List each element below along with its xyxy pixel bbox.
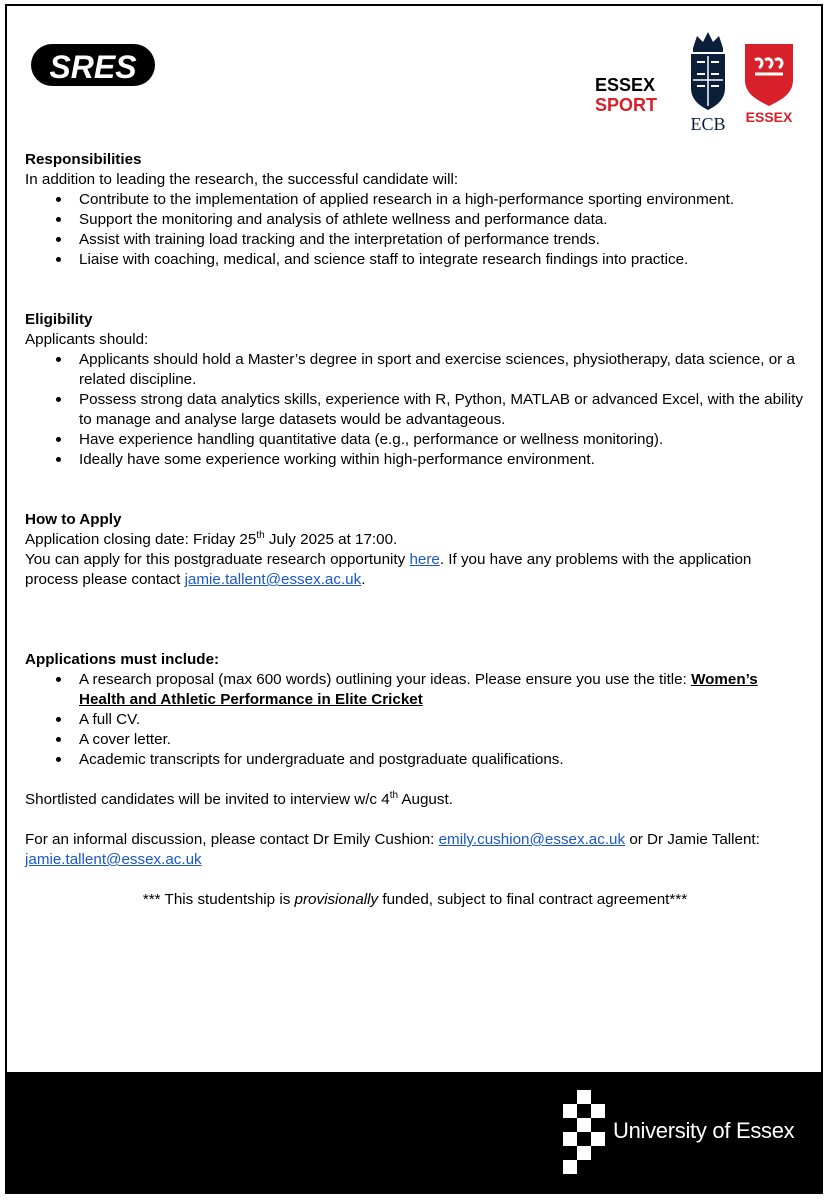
sres-logo	[29, 38, 157, 92]
list-item: Assist with training load tracking and the interpretation of performance trends.	[25, 230, 805, 250]
eligibility-heading: Eligibility	[25, 311, 93, 328]
document-body	[25, 150, 805, 910]
essex-sport-logo	[591, 74, 673, 114]
list-item: A full CV.	[25, 710, 805, 730]
responsibilities-list	[25, 190, 805, 270]
list-item: A cover letter.	[25, 730, 805, 750]
university-of-essex-logo-mark	[563, 1090, 607, 1178]
document-page	[5, 4, 823, 1194]
svg-text:ECB: ECB	[690, 114, 726, 134]
ecb-logo	[685, 30, 731, 134]
eligibility-list	[25, 350, 805, 470]
responsibilities-intro: In addition to leading the research, the successful candidate will:	[25, 171, 459, 188]
apply-here-link[interactable]: here	[409, 551, 440, 568]
jamie-email-link[interactable]: jamie.tallent@essex.ac.uk	[25, 851, 202, 868]
apply-instructions: You can apply for this postgraduate research opportunity here. If you have any problems with the application process please contact jamie.tallent@essex.ac.uk.	[25, 551, 752, 588]
list-item: Liaise with coaching, medical, and science staff to integrate research findings into practice.	[25, 250, 805, 270]
proposal-title: Women’s Health and Athletic Performance in Elite Cricket	[79, 671, 758, 708]
list-item: A research proposal (max 600 words) outlining your ideas. Please ensure you use the title: Women’s Health and Athletic Performance in Elite Cricket	[25, 670, 805, 710]
applications-list	[25, 670, 805, 770]
eligibility-intro: Applicants should:	[25, 331, 149, 348]
list-item: Possess strong data analytics skills, experience with R, Python, MATLAB or advanced Excel, with the ability to manage and analyse large datasets would be advantageous.	[25, 390, 805, 430]
closing-date: Application closing date: Friday 25th July 2025 at 17:00.	[25, 529, 398, 548]
list-item: Support the monitoring and analysis of athlete wellness and performance data.	[25, 210, 805, 230]
essex-ccc-logo	[741, 40, 797, 126]
shortlist-note: Shortlisted candidates will be invited to interview w/c 4th August.	[25, 789, 453, 808]
university-name: University of Essex	[613, 1118, 795, 1143]
svg-text:SPORT: SPORT	[595, 95, 658, 114]
list-item: Ideally have some experience working within high-performance environment.	[25, 450, 805, 470]
list-item: Have experience handling quantitative data (e.g., performance or wellness monitoring).	[25, 430, 805, 450]
responsibilities-heading: Responsibilities	[25, 151, 142, 168]
applications-heading: Applications must include:	[25, 651, 220, 668]
svg-text:SRES: SRES	[49, 49, 137, 85]
list-item: Contribute to the implementation of applied research in a high-performance sporting environment.	[25, 190, 805, 210]
svg-text:ESSEX: ESSEX	[595, 75, 656, 95]
footer-bar	[7, 1072, 821, 1192]
apply-contact-email-link[interactable]: jamie.tallent@essex.ac.uk	[184, 571, 362, 588]
list-item: Academic transcripts for undergraduate and postgraduate qualifications.	[25, 750, 805, 770]
how-to-apply-heading: How to Apply	[25, 511, 122, 528]
contact-note: For an informal discussion, please contact Dr Emily Cushion: emily.cushion@essex.ac.uk or Dr Jamie Tallent: jamie.tallent@essex.ac.uk	[25, 831, 760, 868]
funding-note: *** This studentship is provisionally funded, subject to final contract agreement***	[142, 891, 688, 908]
svg-text:ESSEX: ESSEX	[745, 109, 793, 125]
emily-email-link[interactable]: emily.cushion@essex.ac.uk	[438, 831, 626, 848]
list-item: Applicants should hold a Master’s degree in sport and exercise sciences, physiotherapy, data science, or a related discipline.	[25, 350, 805, 390]
